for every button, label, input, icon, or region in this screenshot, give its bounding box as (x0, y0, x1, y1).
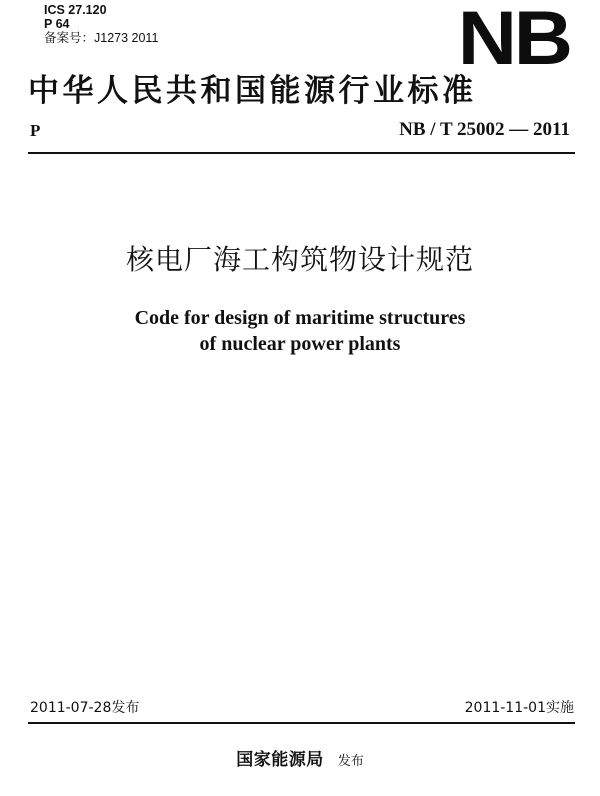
publisher (0, 750, 600, 772)
implementation-date: 2011-11-01实施 (464, 700, 574, 716)
document-title-english (0, 305, 600, 357)
footer-divider (28, 722, 575, 724)
industry-standard-title: 中华人民共和国能源行业标准 (28, 73, 477, 109)
english-title-line-1: Code for design of maritime structures (134, 307, 466, 329)
nb-logo: NB (457, 0, 570, 81)
filing-number: 备案号：J1273 2011 (44, 31, 159, 45)
publisher-action: 发布 (337, 754, 364, 769)
english-title-line-2: of nuclear power plants (199, 333, 401, 355)
standard-number: NB / T 25002 — 2011 (399, 119, 570, 140)
header-divider (28, 152, 575, 154)
classification-letter: P (30, 121, 41, 140)
issue-date: 2011-07-28发布 (30, 700, 140, 716)
p-code: P 64 (44, 17, 70, 31)
document-title-chinese: 核电厂海工构筑物设计规范 (125, 243, 474, 276)
classification-codes (44, 3, 158, 45)
publisher-name: 国家能源局 (236, 750, 324, 770)
ics-code: ICS 27.120 (44, 3, 107, 17)
